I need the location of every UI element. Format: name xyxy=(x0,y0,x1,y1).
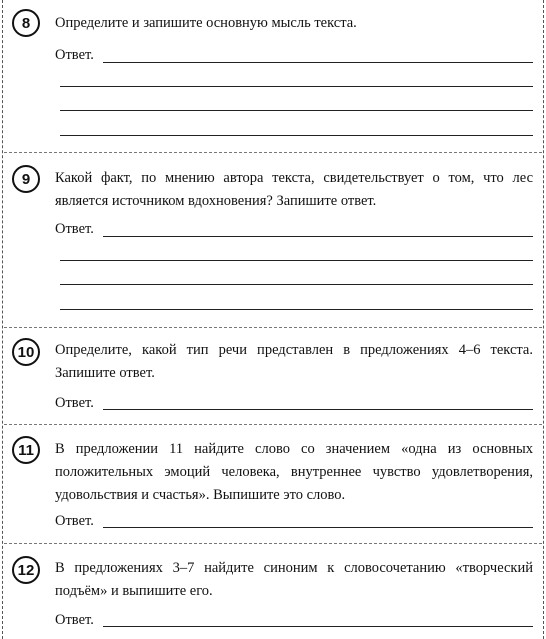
answer-line[interactable] xyxy=(103,626,533,627)
answer-line[interactable] xyxy=(60,110,533,111)
task-number-badge: 12 xyxy=(12,556,40,584)
answer-line[interactable] xyxy=(103,62,533,63)
task-separator xyxy=(4,152,542,153)
task-separator xyxy=(4,327,542,328)
task-8 xyxy=(0,0,546,160)
task-separator xyxy=(4,424,542,425)
answer-line[interactable] xyxy=(60,260,533,261)
answer-line[interactable] xyxy=(60,135,533,136)
answer-line[interactable] xyxy=(103,527,533,528)
task-9 xyxy=(0,160,546,330)
task-separator xyxy=(4,543,542,544)
answer-label: Ответ. xyxy=(55,612,94,628)
task-11 xyxy=(0,432,546,544)
answer-line[interactable] xyxy=(60,284,533,285)
task-question: Определите, какой тип речи представлен в предложениях 4–6 текста. Запишите ответ. xyxy=(55,342,533,381)
task-number-badge: 11 xyxy=(12,436,40,464)
answer-line[interactable] xyxy=(60,86,533,87)
task-number-badge: 9 xyxy=(12,165,40,193)
task-number-badge: 8 xyxy=(12,9,40,37)
task-12 xyxy=(0,552,546,639)
task-10 xyxy=(0,335,546,427)
answer-line[interactable] xyxy=(103,236,533,237)
task-question: В предложении 11 найдите слово со значением «одна из основных положительных эмоций человека, внутреннее чувство удовлетворения, удовольствия и счастья». Выпишите это слово. xyxy=(55,441,533,503)
answer-label: Ответ. xyxy=(55,47,94,63)
answer-line[interactable] xyxy=(60,309,533,310)
answer-label: Ответ. xyxy=(55,513,94,529)
task-number-badge: 10 xyxy=(12,338,40,366)
task-question: В предложениях 3–7 найдите синоним к словосочетанию «творческий подъём» и выпишите его. xyxy=(55,560,533,599)
answer-line[interactable] xyxy=(103,409,533,410)
task-question: Определите и запишите основную мысль текста. xyxy=(55,15,357,31)
answer-label: Ответ. xyxy=(55,221,94,237)
answer-label: Ответ. xyxy=(55,395,94,411)
task-question: Какой факт, по мнению автора текста, свидетельствует о том, что лес является источником вдохновения? Запишите ответ. xyxy=(55,170,533,209)
